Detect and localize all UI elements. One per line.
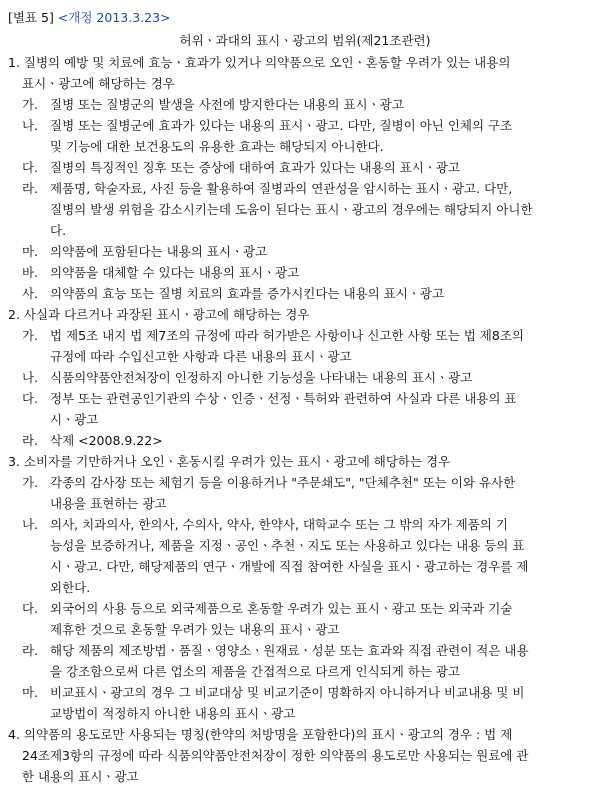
clause-text-line: 의사, 치과의사, 한의사, 수의사, 약사, 한약사, 대학교수 또는 그 밖의 자가 제품의 기: [50, 517, 508, 532]
clause-marker: 마.: [22, 685, 39, 700]
clause-item: [8, 178, 602, 241]
clause-item: [8, 640, 602, 682]
clause-item: [8, 472, 602, 514]
clause-text-line: 정부 또는 관련공인기관의 수상ㆍ인증ㆍ선정ㆍ특허와 관련하여 사실과 다른 내용의 표: [50, 391, 517, 406]
clause-text-line: 을 강조함으로써 다른 업소의 제품을 간접적으로 다르게 인식되게 하는 광고: [50, 664, 461, 679]
clause-marker: 다.: [22, 391, 39, 406]
clause-item: [8, 682, 602, 724]
clause-item: [8, 430, 602, 451]
clause-text-line: 법 제5조 내지 법 제7조의 규정에 따라 허가받은 사항이나 신고한 사항 또는 법 제8조의: [50, 328, 524, 343]
clause-text-line: 시ㆍ광고. 다만, 해당제품의 연구ㆍ개발에 직접 참여한 사실을 표시ㆍ광고하는 경우를 제: [50, 559, 529, 574]
clause-text-line: 삭제 <2008.9.22>: [50, 433, 163, 448]
clause-text-line: 규정에 따라 수입신고한 사항과 다른 내용의 표시ㆍ광고: [50, 349, 352, 364]
section-heading: 4. 의약품의 용도로만 사용되는 명칭(한약의 처방명을 포함한다)의 표시ㆍ광고의 경우 : 법 제: [8, 727, 513, 742]
clause-item: [8, 94, 602, 115]
clause-item: [8, 514, 602, 598]
document-body: [8, 52, 602, 787]
clause-marker: 나.: [22, 370, 39, 385]
clause-text-line: 의약품의 효능 또는 질병 치료의 효과를 증가시킨다는 내용의 표시ㆍ광고: [50, 286, 445, 301]
section-4: [8, 724, 602, 787]
clause-marker: 나.: [22, 517, 39, 532]
clause-marker: 가.: [22, 97, 39, 112]
clause-marker: 마.: [22, 244, 39, 259]
clause-text-line: 시ㆍ광고: [50, 412, 99, 427]
section-2: [8, 304, 602, 451]
clause-marker: 나.: [22, 118, 39, 133]
clause-marker: 라.: [22, 433, 39, 448]
clause-text-line: 제휴한 것으로 혼동할 우려가 있는 내용의 표시ㆍ광고: [50, 622, 340, 637]
clause-text-line: 해당 제품의 제조방법ㆍ품질ㆍ영양소ㆍ원재료ㆍ성분 또는 효과와 직접 관련이 적은 내용: [50, 643, 529, 658]
clause-text-line: 및 기능에 대한 보건용도의 유용한 효과는 해당되지 아니한다.: [50, 139, 384, 154]
clause-text-line: 의약품을 대체할 수 있다는 내용의 표시ㆍ광고: [50, 265, 300, 280]
section-heading-continuation: 24조제3항의 규정에 따라 식품의약품안전처장이 정한 의약품의 용도로만 사용되는 원료에 관: [22, 748, 529, 763]
section-heading: 3. 소비자를 기만하거나 오인ㆍ혼동시킬 우려가 있는 표시ㆍ광고에 해당하는 경우: [8, 454, 451, 469]
clause-text-line: 식품의약품안전처장이 인정하지 아니한 기능성을 나타내는 내용의 표시ㆍ광고: [50, 370, 473, 385]
clause-text-line: 질병 또는 질병군에 효과가 있다는 내용의 표시ㆍ광고. 다만, 질병이 아닌 인체의 구조: [50, 118, 513, 133]
clause-text-line: 능성을 보증하거나, 제품을 지정ㆍ공인ㆍ추천ㆍ지도 또는 사용하고 있다는 내용 등의 표: [50, 538, 525, 553]
clause-marker: 다.: [22, 601, 39, 616]
clause-item: [8, 325, 602, 367]
clause-text-line: 비교표시ㆍ광고의 경우 그 비교대상 및 비교기준이 명확하지 아니하거나 비교내용 및 비: [50, 685, 525, 700]
clause-item: [8, 283, 602, 304]
clause-text-line: 외국어의 사용 등으로 외국제품으로 혼동할 우려가 있는 표시ㆍ광고 또는 외국과 기술: [50, 601, 513, 616]
clause-item: [8, 367, 602, 388]
clause-marker: 라.: [22, 643, 39, 658]
clause-item: [8, 241, 602, 262]
clause-text-line: 다.: [50, 223, 67, 238]
clause-text-line: 질병의 특징적인 징후 또는 증상에 대하여 효과가 있다는 내용의 표시ㆍ광고: [50, 160, 461, 175]
clause-item: [8, 598, 602, 640]
clause-item: [8, 262, 602, 283]
clause-text-line: 내용을 표현하는 광고: [50, 496, 167, 511]
clause-text-line: 교방법이 적정하지 아니한 내용의 표시ㆍ광고: [50, 706, 296, 721]
section-heading: 2. 사실과 다르거나 과장된 표시ㆍ광고에 해당하는 경우: [8, 307, 310, 322]
clause-text-line: 질병의 발생 위험을 감소시키는데 도움이 된다는 표시ㆍ광고의 경우에는 해당되지 아니한: [50, 202, 533, 217]
section-1: [8, 52, 602, 304]
clause-marker: 라.: [22, 181, 39, 196]
section-heading-continuation: 한 내용의 표시ㆍ광고: [22, 769, 139, 784]
section-heading: 1. 질병의 예방 및 치료에 효능ㆍ효과가 있거나 의약품으로 오인ㆍ혼동할 우려가 있는 내용의: [8, 55, 511, 70]
clause-text-line: 외한다.: [50, 580, 91, 595]
revision-link[interactable]: <개정 2013.3.23>: [57, 10, 171, 25]
clause-item: [8, 388, 602, 430]
clause-text-line: 각종의 감사장 또는 체험기 등을 이용하거나 "주문쇄도", "단체추천" 또는 이와 유사한: [50, 475, 516, 490]
section-3: [8, 451, 602, 724]
clause-marker: 다.: [22, 160, 39, 175]
clause-marker: 가.: [22, 328, 39, 343]
clause-marker: 가.: [22, 475, 39, 490]
clause-item: [8, 115, 602, 157]
clause-item: [8, 157, 602, 178]
document-title: 허위ㆍ과대의 표시ㆍ광고의 범위(제21조관련): [179, 33, 431, 48]
document-header: [8, 8, 602, 28]
section-heading-continuation: 표시ㆍ광고에 해당하는 경우: [22, 76, 175, 91]
clause-marker: 사.: [22, 286, 39, 301]
clause-text-line: 제품명, 학술자료, 사진 등을 활용하여 질병과의 연관성을 암시하는 표시ㆍ광고. 다만,: [50, 181, 513, 196]
appendix-label: [별표 5]: [8, 10, 54, 25]
clause-marker: 바.: [22, 265, 39, 280]
clause-text-line: 의약품에 포함된다는 내용의 표시ㆍ광고: [50, 244, 268, 259]
clause-text-line: 질병 또는 질병군의 발생을 사전에 방지한다는 내용의 표시ㆍ광고: [50, 97, 404, 112]
